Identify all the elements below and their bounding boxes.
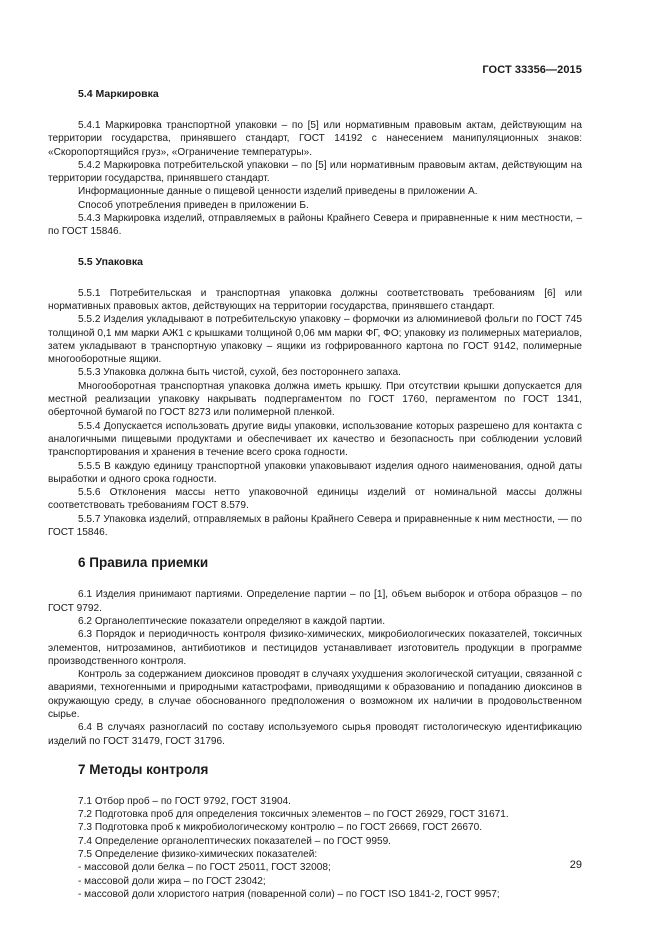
paragraph-dioxin-control: Контроль за содержанием диоксинов проводят в случаях ухудшения экологической ситуации, связанной с авариями, техногенными и природными катастрофами, приводящими к образованию и попаданию диоксинов в окружающую среду, в случае обоснованного предположения о возможном их наличии в продовольственном сырье. [48,669,582,720]
paragraph-6-3: 6.3 Порядок и периодичность контроля физико-химических, микробиологических показателей, токсичных элементов, нитрозаминов, антибиотиков и пестицидов устанавливает изготовитель продукции в программе производственного контроля. [48,629,582,667]
paragraph-6-2: 6.2 Органолептические показатели определяют в каждой партии. [78,615,385,627]
list-item-protein: - массовой доли белка – по ГОСТ 25011, ГОСТ 32008; [78,862,331,874]
paragraph-5-5-6: 5.5.6 Отклонения массы нетто упаковочной единицы изделий от номинальной массы должны соответствовать требованиям ГОСТ 8.579. [48,487,582,512]
paragraph-6-4: 6.4 В случаях разногласий по составу используемого сырья проводят гистологическую идентификацию изделий по ГОСТ 31479, ГОСТ 31796. [48,722,582,747]
paragraph-5-5-7: 5.5.7 Упаковка изделий, отправляемых в районы Крайнего Севера и приравненные к ним местности, — по ГОСТ 15846. [48,513,582,539]
list-item-7-1: 7.1 Отбор проб – по ГОСТ 9792, ГОСТ 31904. [78,795,291,807]
list-item-fat: - массовой доли жира – по ГОСТ 23042; [78,875,266,887]
section-5-4-heading: 5.4 Маркировка [78,88,159,100]
list-item-salt: - массовой доли хлористого натрия (поваренной соли) – по ГОСТ ISO 1841-2, ГОСТ 9957; [78,888,500,900]
paragraph-5-4-1: 5.4.1 Маркировка транспортной упаковки – по [5] или нормативным правовым актам, действующим на территории государства, принявшего стандарт, ГОСТ 14192 с нанесением манипуляционных знаков: «Скоропортящийся груз», «Ограничение температуры». [48,120,582,158]
paragraph-usage: Способ употребления приведен в приложении Б. [78,199,309,211]
page-content [48,88,582,901]
list-item-7-3: 7.3 Подготовка проб к микробиологическому контролю – по ГОСТ 26669, ГОСТ 26670. [78,822,483,834]
list-item-7-5: 7.5 Определение физико-химических показателей: [78,849,318,861]
paragraph-5-5-1: 5.5.1 Потребительская и транспортная упаковка должны соответствовать требованиям [6] или нормативных правовых актов, действующих на территории государства, принявшего стандарт. [48,287,582,312]
list-item-7-2: 7.2 Подготовка проб для определения токсичных элементов – по ГОСТ 26929, ГОСТ 31671. [78,809,509,821]
paragraph-5-4-3: 5.4.3 Маркировка изделий, отправляемых в районы Крайнего Севера и приравненные к ним местности, – по ГОСТ 15846. [48,213,582,238]
document-id-header: ГОСТ 33356—2015 [482,64,582,76]
section-7-heading: 7 Методы контроля [78,761,209,777]
paragraph-5-4-2: 5.4.2 Маркировка потребительской упаковки – по [5] или нормативным правовым актам, действующим на территории государства, принявшего стандарт. [48,159,582,185]
list-item-7-4: 7.4 Определение органолептических показателей – по ГОСТ 9959. [78,835,391,847]
section-5-5-heading: 5.5 Упаковка [78,255,143,268]
paragraph-5-5-2: 5.5.2 Изделия укладывают в потребительскую упаковку – формочки из алюминиевой фольги по ГОСТ 745 толщиной 0,1 мм марки АЖ1 с крышками толщиной 0,06 мм марки ФГ, ФО; упаковку из полимерных материалов, затем укладывают в транспортную упаковку – ящики из гофрированного картона по ГОСТ 9142, полимерные многооборотные ящики. [48,314,582,366]
paragraph-reusable-packaging: Многооборотная транспортная упаковка должна иметь крышку. При отсутствии крышки допускается для местной реализации упаковку накрывать подпергаментом по ГОСТ 1760, пергаментом по ГОСТ 1341, оберточной бумагой по ГОСТ 8273 или полимерной пленкой. [48,380,582,419]
paragraph-5-5-4: 5.5.4 Допускается использовать другие виды упаковки, использование которых разрешено для контакта с аналогичными пищевыми продуктами и обеспечивает их качество и безопасность при соблюдении условий транспортирования и хранения в течение всего срока годности. [48,420,582,459]
paragraph-5-5-5: 5.5.5 В каждую единицу транспортной упаковки упаковывают изделия одного наименования, одной даты выработки и одного срока годности. [48,460,582,485]
paragraph-5-5-3: 5.5.3 Упаковка должна быть чистой, сухой, без постороннего запаха. [78,367,401,379]
paragraph-6-1: 6.1 Изделия принимают партиями. Определение партии – по [1], объем выборок и отбора образцов – по ГОСТ 9792. [48,589,582,614]
section-6-heading: 6 Правила приемки [78,555,209,571]
paragraph-nutrition-info: Информационные данные о пищевой ценности изделий приведены в приложении А. [78,186,478,198]
page-number: 29 [569,859,582,871]
